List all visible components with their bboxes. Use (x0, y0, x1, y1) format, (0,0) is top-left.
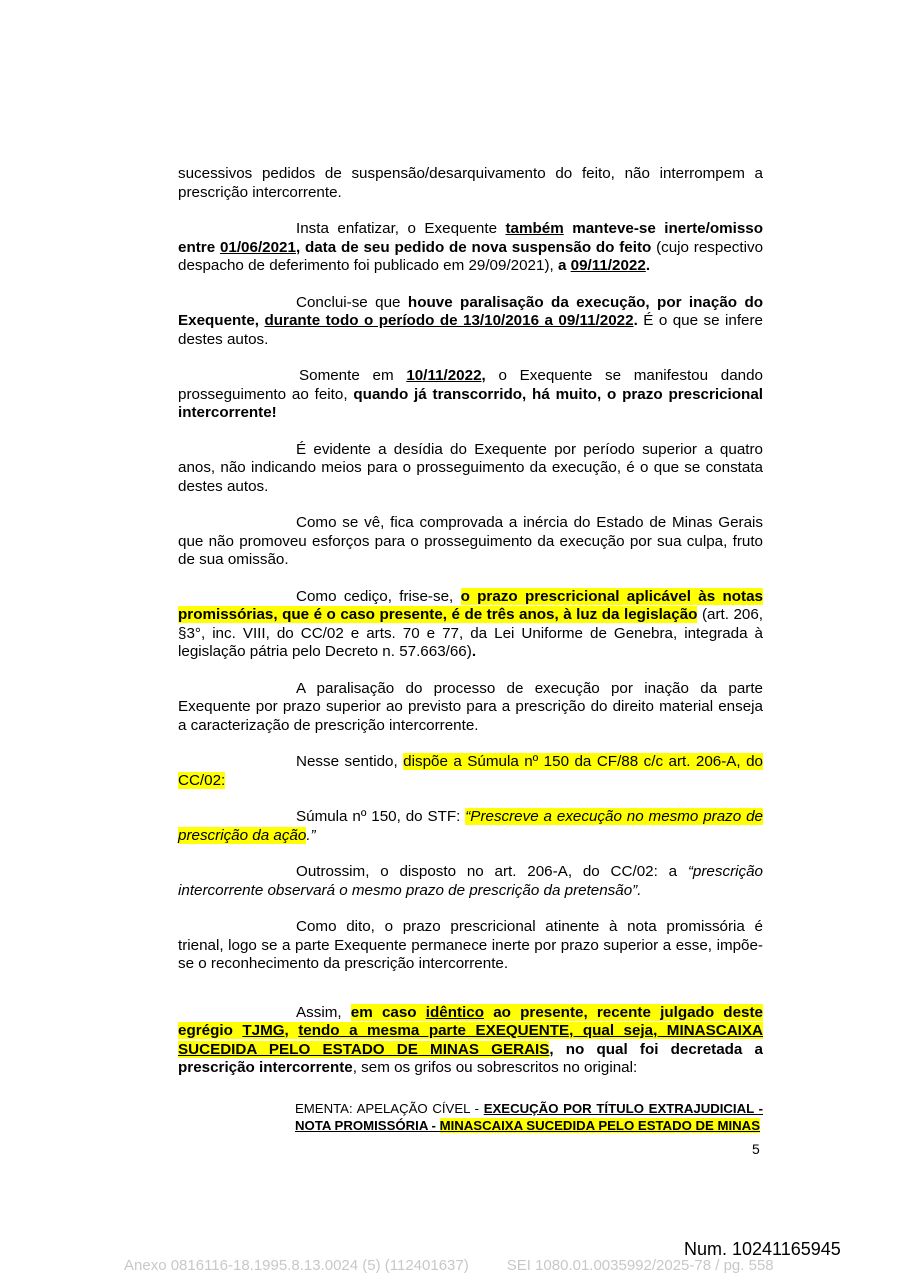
highlighted-text: TJMG (242, 1022, 285, 1039)
text-run: quando já transcorrido, há muito, o prazo prescricional intercorrente! (178, 385, 763, 421)
text-run: Conclui-se que (296, 293, 408, 311)
paragraph-9 (178, 753, 763, 790)
document-number: Num. 10241165945 (684, 1239, 841, 1259)
text-run: . (645, 257, 651, 274)
text-run: , no qual foi decretada a prescrição intercorrente (178, 1040, 763, 1076)
paragraph-8 (178, 680, 763, 736)
text-run: Insta enfatizar, o Exequente (296, 220, 506, 237)
highlighted-text: , (284, 1022, 299, 1039)
text-run: Como dito, o prazo prescricional atinente à nota promissória é trienal, logo se a parte Exequente permanece inerte por prazo superior a esse, impõe-se o reconhecimento da prescrição intercorrente. (178, 918, 763, 972)
text-run: Como cediço, frise-se, (296, 587, 461, 605)
page-number: 5 (752, 1141, 760, 1157)
paragraph-10 (178, 808, 763, 845)
paragraph-text: sucessivos pedidos de suspensão/desarquivamento do feito, não interrompem a prescrição intercorrente. (178, 165, 763, 201)
text-run: Assim, (296, 1003, 351, 1021)
text-run: . (471, 643, 477, 660)
footer-annex: Anexo 0816116-18.1995.8.13.0024 (5) (112401637) (124, 1257, 469, 1274)
text-run: durante todo o período de 13/10/2016 a 09/11/2022 (264, 312, 634, 329)
text-run: Súmula nº 150, do STF: (296, 808, 466, 825)
text-run: a (557, 257, 571, 274)
paragraph-11 (178, 863, 763, 900)
paragraph-3 (178, 294, 763, 350)
text-run: .” (306, 826, 316, 844)
paragraph-7 (178, 588, 763, 662)
quote-text: “prescrição intercorrente observará o mesmo prazo de prescrição da pretensão”. (178, 863, 763, 899)
footer-sei: SEI 1080.01.0035992/2025-78 / pg. 558 (506, 1257, 774, 1274)
paragraph-4 (178, 367, 763, 423)
highlighted-text: tendo a mesma parte EXEQUENTE, qual seja, MINASCAIXA SUCEDIDA PELO ESTADO DE MINAS GERAIS (178, 1022, 763, 1058)
text-run: A paralisação do processo de execução por inação da parte Exequente por prazo superior ao previsto para a prescrição do direito material enseja a caracterização de prescrição intercorrente. (178, 679, 763, 734)
text-run: também (505, 220, 564, 237)
highlighted-text: ao presente, recente julgado deste egrégio (178, 1003, 763, 1039)
text-run: (art. 206, §3°, inc. VIII, do CC/02 e arts. 70 e 77, da Lei Uniforme de Genebra, integrada à legislação pátria pelo Decreto n. 57.663/66) (178, 606, 764, 660)
text-run: Como se vê, fica comprovada a inércia do Estado de Minas Gerais que não promoveu esforços para o prosseguimento da execução por sua culpa, fruto de sua omissão. (178, 514, 763, 568)
text-run: houve paralisação da execução, por inação do Exequente, (178, 293, 764, 329)
highlighted-text: em caso (350, 1003, 426, 1021)
paragraph-12 (178, 918, 763, 974)
text-run: 09/11/2022 (570, 257, 646, 274)
text-run: manteve-se inerte/omisso entre (178, 220, 764, 256)
ementa-text: EMENTA: APELAÇÃO CÍVEL - (295, 1100, 484, 1116)
text-run: É evidente a desídia do Exequente por período superior a quatro anos, não indicando meios para o prosseguimento da execução, é o que se constata destes autos. (178, 440, 763, 495)
text-run: . (633, 312, 638, 329)
text-run: Outrossim, o disposto no art. 206-A, do CC/02: a (296, 863, 688, 880)
highlighted-text: idêntico (425, 1003, 484, 1021)
text-run: É o que se infere destes autos. (178, 312, 764, 348)
paragraph-1 (178, 165, 763, 202)
document-body (178, 165, 763, 1134)
text-run: 10/11/2022 (406, 367, 482, 384)
ementa-text: EXECUÇÃO POR TÍTULO EXTRAJUDICIAL - NOTA PROMISSÓRIA - (295, 1100, 763, 1133)
paragraph-6 (178, 514, 763, 570)
ementa-highlighted-text: MINASCAIXA SUCEDIDA PELO ESTADO DE MINAS (439, 1117, 761, 1133)
text-run: , data de seu pedido de nova suspensão do feito (295, 238, 652, 256)
paragraph-5 (178, 441, 763, 497)
highlighted-text: o prazo prescricional aplicável às notas promissórias, que é o caso presente, é de três anos, à luz da legislação (178, 587, 763, 623)
highlighted-quote: “Prescreve a execução no mesmo prazo de prescrição da ação (178, 808, 763, 844)
text-run: , (481, 367, 486, 384)
text-run: Somente em (299, 367, 407, 384)
text-run: , sem os grifos ou sobrescritos no original: (352, 1059, 638, 1076)
footer (124, 1257, 774, 1274)
text-run: o Exequente se manifestou dando prosseguimento ao feito, (178, 367, 764, 403)
text-run: 01/06/2021 (219, 238, 296, 256)
text-run: Nesse sentido, (296, 753, 404, 770)
highlighted-text: dispõe a Súmula nº 150 da CF/88 c/c art. 206-A, do CC/02: (178, 753, 763, 789)
ementa-citation (295, 1100, 763, 1134)
paragraph-13 (178, 1004, 763, 1078)
paragraph-2 (178, 220, 763, 276)
text-run: (cujo respectivo despacho de deferimento foi publicado em 29/09/2021), (178, 238, 764, 274)
